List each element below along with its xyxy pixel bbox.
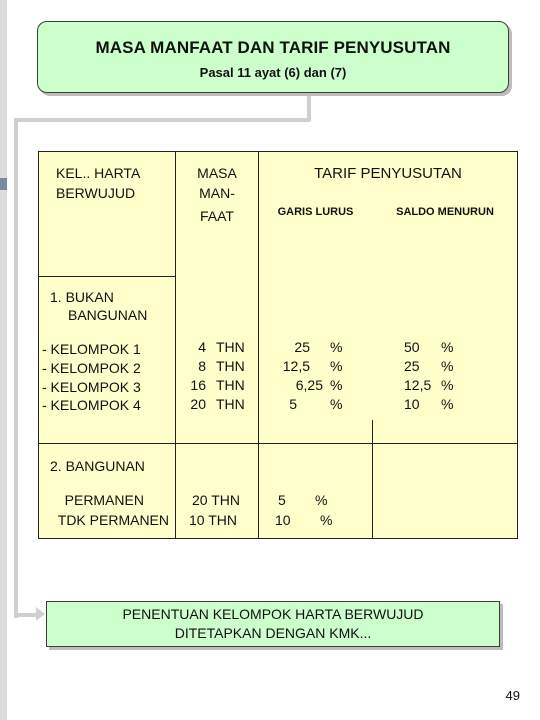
header-masa-line2: MAN- bbox=[199, 185, 235, 201]
kelompok-3-garis-lurus-pct: % bbox=[330, 377, 343, 393]
kelompok-4-garis-lurus: 5 bbox=[289, 396, 297, 412]
kelompok-1-garis-lurus-pct: % bbox=[330, 339, 343, 355]
bangunan-tdk-permanen-garis-lurus-pct: % bbox=[320, 512, 333, 528]
page-number: 49 bbox=[505, 688, 520, 703]
header-masa-line1: MASA bbox=[197, 165, 237, 181]
note-box bbox=[46, 601, 500, 647]
title-box bbox=[37, 21, 509, 93]
bangunan-permanen-masa: 20 THN bbox=[192, 492, 240, 508]
kelompok-4-masa-num: 20 bbox=[190, 396, 206, 412]
header-kel-line2: BERWUJUD bbox=[56, 185, 136, 201]
note-line-1: PENENTUAN KELOMPOK HARTA BERWUJUD bbox=[122, 606, 424, 622]
bangunan-permanen-garis-lurus-pct: % bbox=[315, 492, 328, 508]
slide-left-stripe bbox=[0, 0, 7, 720]
page-subtitle: Pasal 11 ayat (6) dan (7) bbox=[199, 65, 347, 80]
section1-heading-line2: BANGUNAN bbox=[68, 307, 148, 323]
kelompok-3-masa-unit: THN bbox=[216, 377, 245, 393]
kelompok-1-saldo-menurun: 50 bbox=[404, 339, 420, 355]
header-tarif: TARIF PENYUSUTAN bbox=[314, 165, 462, 182]
bangunan-permanen-label: PERMANEN bbox=[64, 492, 144, 508]
bangunan-tdk-permanen-garis-lurus: 10 bbox=[275, 512, 291, 528]
page-title: MASA MANFAAT DAN TARIF PENYUSUTAN bbox=[95, 38, 451, 57]
header-saldo-menurun: SALDO MENURUN bbox=[396, 206, 494, 218]
connector-top bbox=[14, 118, 310, 122]
kelompok-2-label: - KELOMPOK 2 bbox=[42, 360, 141, 376]
section2-heading: 2. BANGUNAN bbox=[50, 458, 145, 474]
section-divider-1 bbox=[39, 276, 175, 277]
connector-bottom bbox=[14, 613, 38, 617]
kelompok-2-masa-num: 8 bbox=[198, 358, 206, 374]
header-kel-line1: KEL.. HARTA bbox=[56, 165, 141, 181]
kelompok-4-garis-lurus-pct: % bbox=[330, 396, 343, 412]
kelompok-3-label: - KELOMPOK 3 bbox=[42, 379, 141, 395]
kelompok-1-label: - KELOMPOK 1 bbox=[42, 341, 141, 357]
note-line-2: DITETAPKAN DENGAN KMK... bbox=[174, 625, 372, 641]
section1-heading-line1: 1. BUKAN bbox=[50, 289, 114, 305]
section-divider-2 bbox=[39, 443, 517, 444]
kelompok-4-saldo-menurun-pct: % bbox=[441, 396, 454, 412]
depreciation-table bbox=[38, 151, 518, 539]
kelompok-1-garis-lurus: 25 bbox=[294, 339, 310, 355]
kelompok-4-saldo-menurun: 10 bbox=[404, 396, 420, 412]
bangunan-tdk-permanen-label: TDK PERMANEN bbox=[57, 512, 169, 528]
kelompok-2-garis-lurus-pct: % bbox=[330, 358, 343, 374]
kelompok-2-garis-lurus: 12,5 bbox=[282, 358, 310, 374]
kelompok-3-masa-num: 16 bbox=[190, 377, 206, 393]
connector-arrow-icon bbox=[36, 607, 45, 621]
slide-left-stripe-accent bbox=[0, 178, 7, 190]
kelompok-2-saldo-menurun-pct: % bbox=[441, 358, 454, 374]
kelompok-3-garis-lurus: 6,25 bbox=[295, 377, 323, 393]
kelompok-1-masa-num: 4 bbox=[198, 339, 206, 355]
kelompok-3-saldo-menurun-pct: % bbox=[441, 377, 454, 393]
kelompok-4-masa-unit: THN bbox=[216, 396, 245, 412]
header-masa-line3: FAAT bbox=[200, 208, 234, 224]
kelompok-2-masa-unit: THN bbox=[216, 358, 245, 374]
kelompok-1-saldo-menurun-pct: % bbox=[441, 339, 454, 355]
connector-right-drop bbox=[307, 91, 311, 121]
kelompok-3-saldo-menurun: 12,5 bbox=[404, 377, 432, 393]
kelompok-4-label: - KELOMPOK 4 bbox=[42, 397, 141, 413]
kelompok-1-masa-unit: THN bbox=[216, 339, 245, 355]
col-divider-3 bbox=[372, 420, 373, 538]
bangunan-tdk-permanen-masa: 10 THN bbox=[189, 512, 237, 528]
kelompok-2-saldo-menurun: 25 bbox=[404, 358, 420, 374]
bangunan-permanen-garis-lurus: 5 bbox=[278, 492, 286, 508]
header-garis-lurus: GARIS LURUS bbox=[277, 206, 354, 218]
connector-left bbox=[14, 118, 18, 618]
